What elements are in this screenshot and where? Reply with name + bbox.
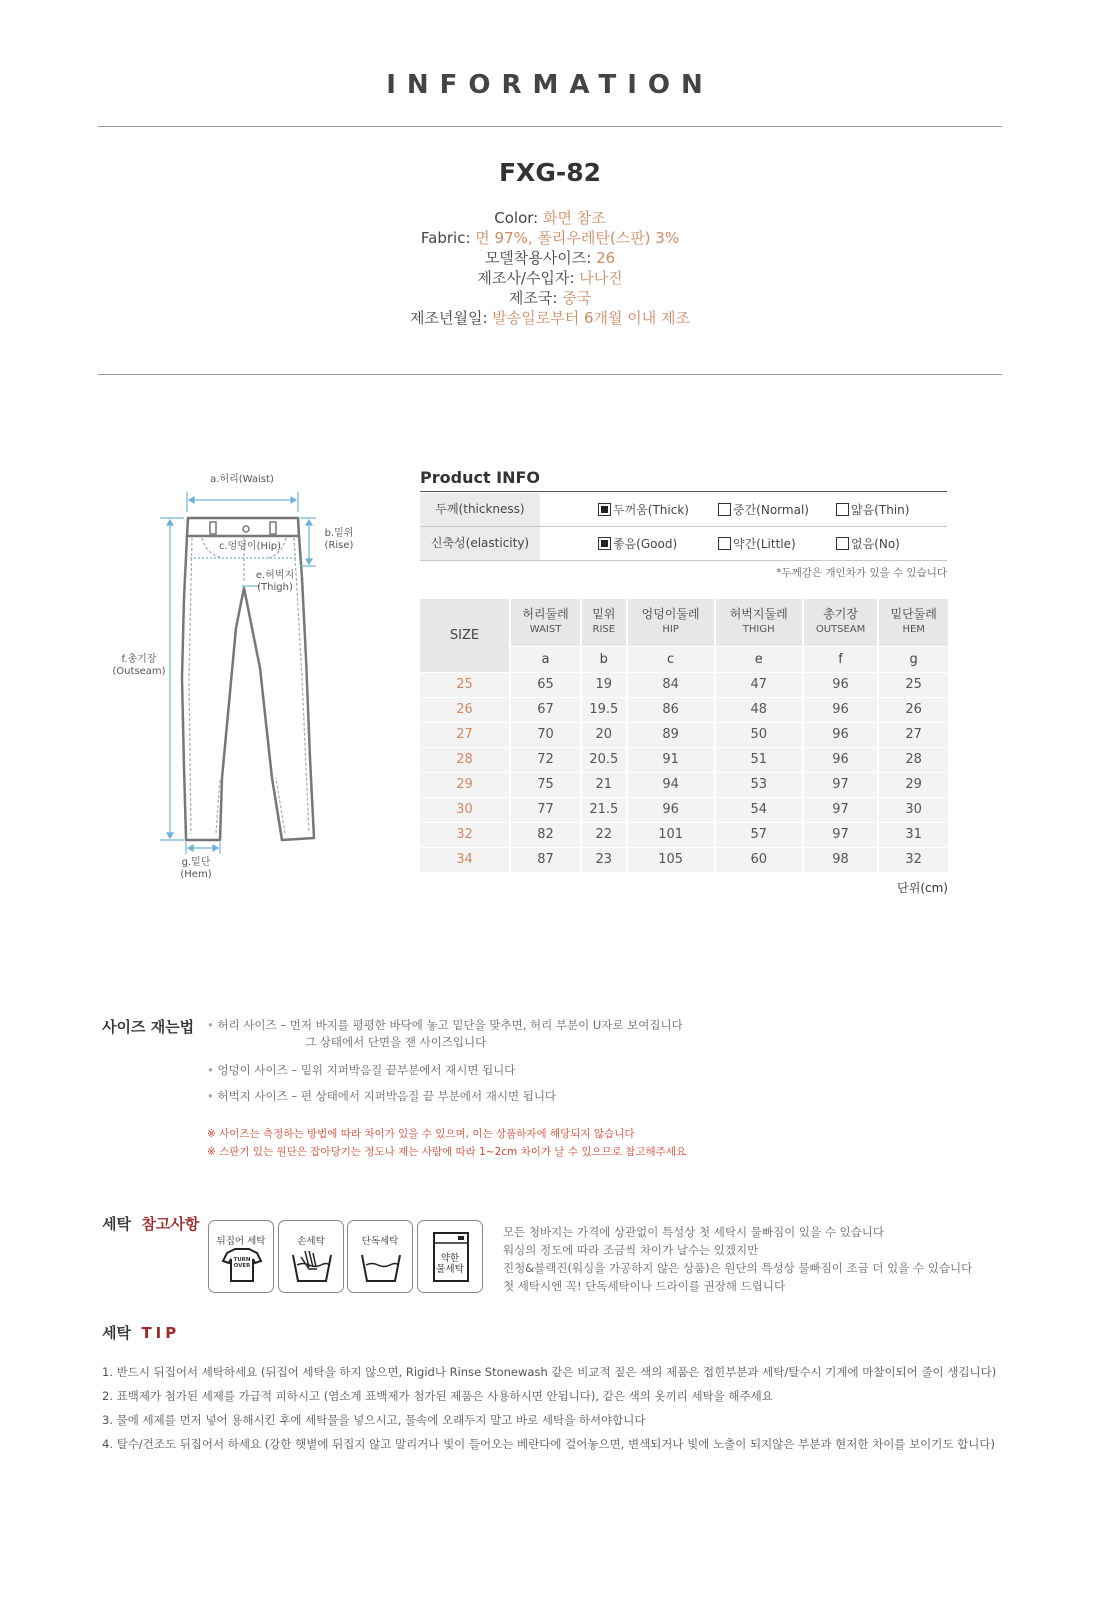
tips-title-1: 세탁 xyxy=(102,1324,131,1342)
spec-label: 모델착용사이즈 xyxy=(484,249,587,267)
label-rise xyxy=(316,528,362,552)
col-ko: 엉덩이둘레 xyxy=(641,607,700,622)
elasticity-row xyxy=(420,527,947,561)
col-en: OUTSEAM xyxy=(815,624,866,636)
tips-list xyxy=(102,1360,996,1456)
washing-title-2: 참고사항 xyxy=(141,1215,200,1233)
measurement-cell: 19 xyxy=(581,672,626,697)
thickness-option-thin xyxy=(836,502,909,518)
divider-middle xyxy=(98,374,1002,375)
measurement-cell: 105 xyxy=(627,847,715,872)
spec-value: 26 xyxy=(596,249,616,267)
washing-note: 워싱의 정도에 따라 조금씩 차이가 날수는 있겠지만 xyxy=(503,1243,759,1257)
col-en: HIP xyxy=(662,624,679,636)
spec-sep: : xyxy=(533,209,543,227)
spec-label: 제조국 xyxy=(508,289,553,307)
size-cell: 30 xyxy=(420,797,510,822)
col-header-thigh xyxy=(715,599,803,646)
spec-fabric xyxy=(0,228,1100,248)
option-label: 두꺼움(Thick) xyxy=(613,503,689,517)
spec-sep: : xyxy=(552,289,563,307)
col-key: g xyxy=(878,646,948,672)
col-key: c xyxy=(627,646,715,672)
thickness-label: 두께(thickness) xyxy=(420,493,540,526)
label-hem-en: (Hem) xyxy=(180,869,212,880)
turn-over-wash-icon xyxy=(208,1220,274,1293)
measurement-cell: 65 xyxy=(510,672,581,697)
warning-line: ※ 스판기 있는 원단은 잡아당기는 정도나 재는 사람에 따라 1~2cm 차이가 날 수 있으므로 참고해주세요 xyxy=(207,1146,687,1158)
measurement-cell: 20.5 xyxy=(581,747,626,772)
size-row xyxy=(420,747,948,772)
spec-color xyxy=(0,208,1100,228)
measurement-cell: 72 xyxy=(510,747,581,772)
product-specs xyxy=(0,208,1100,328)
basin-icon xyxy=(348,1221,414,1294)
checkbox-checked xyxy=(598,503,611,516)
spec-label: 제조사/수입자 xyxy=(477,269,570,287)
spec-sep: : xyxy=(465,229,476,247)
spec-value: 발송일로부터 6개월 이내 제조 xyxy=(492,309,690,327)
gentle-wash-line: 약한 xyxy=(440,1253,460,1264)
label-outseam xyxy=(110,654,168,678)
thickness-option-normal xyxy=(718,502,809,518)
spec-model-size xyxy=(0,248,1100,268)
col-key: f xyxy=(803,646,879,672)
col-header-hip xyxy=(627,599,715,646)
spec-manufacturer xyxy=(0,268,1100,288)
tip-item: 3. 물에 세제를 먼저 넣어 용해시킨 후에 세탁물을 넣으시고, 물속에 오래두지 말고 바로 세탁을 하셔야합니다 xyxy=(102,1413,646,1427)
size-cell: 26 xyxy=(420,697,510,722)
measurement-cell: 96 xyxy=(803,747,879,772)
washing-notes xyxy=(503,1223,972,1295)
label-hip: c.엉덩이(Hip) xyxy=(218,541,282,552)
option-label: 약간(Little) xyxy=(733,537,796,551)
bullet: • xyxy=(207,1089,214,1103)
elasticity-option-good xyxy=(598,536,677,552)
size-table xyxy=(420,599,948,873)
tips-title xyxy=(102,1322,180,1343)
measuring-item xyxy=(207,1088,556,1105)
label-outseam-en: (Outseam) xyxy=(112,666,166,677)
page-title: INFORMATION xyxy=(386,70,714,100)
label-thigh-en: (Thigh) xyxy=(257,582,293,593)
col-en: THIGH xyxy=(742,624,775,636)
bullet: • xyxy=(207,1018,214,1032)
measurement-cell: 96 xyxy=(803,697,879,722)
spec-manufacture-date xyxy=(0,308,1100,328)
tip-item: 1. 반드시 뒤집어서 세탁하세요 (뒤집어 세탁을 하지 않으면, Rigid나 Rinse Stonewash 같은 비교적 짙은 색의 제품은 접힌부분과 세탁/탈수시 기계에 마찰이되어 줄이 생깁니다) xyxy=(102,1365,997,1379)
measuring-line xyxy=(207,1017,683,1034)
thickness-row xyxy=(420,493,947,527)
size-cell: 32 xyxy=(420,822,510,847)
measuring-item xyxy=(207,1017,683,1051)
size-cell: 29 xyxy=(420,772,510,797)
label-hem-ko: g.밑단 xyxy=(181,857,211,868)
measurement-cell: 32 xyxy=(878,847,948,872)
col-ko: 밑위 xyxy=(592,607,616,622)
measurement-cell: 29 xyxy=(878,772,948,797)
measurement-cell: 96 xyxy=(627,797,715,822)
measurement-cell: 28 xyxy=(878,747,948,772)
measurement-cell: 25 xyxy=(878,672,948,697)
spec-value: 중국 xyxy=(562,289,592,307)
label-thigh xyxy=(250,570,300,594)
divider-top xyxy=(98,126,1002,127)
measurement-cell: 67 xyxy=(510,697,581,722)
product-code: FXG-82 xyxy=(498,158,602,187)
size-cell: 27 xyxy=(420,722,510,747)
turn-over-text: TURN OVER xyxy=(233,1257,251,1269)
washing-title xyxy=(102,1213,199,1234)
tips-title-2: TIP xyxy=(141,1324,181,1342)
measurement-cell: 60 xyxy=(715,847,803,872)
checkbox-unchecked xyxy=(836,537,849,550)
measurement-cell: 47 xyxy=(715,672,803,697)
wash-separately-icon xyxy=(347,1220,413,1293)
col-en: HEM xyxy=(902,624,925,636)
measurement-cell: 19.5 xyxy=(581,697,626,722)
col-key: b xyxy=(581,646,626,672)
spec-value: 나나진 xyxy=(579,269,623,287)
col-key: e xyxy=(715,646,803,672)
measurement-cell: 22 xyxy=(581,822,626,847)
measurement-cell: 50 xyxy=(715,722,803,747)
thickness-option-thick xyxy=(598,502,689,518)
hand-basin-icon xyxy=(279,1221,345,1294)
measuring-item xyxy=(207,1062,515,1079)
spec-value: 화면 참조 xyxy=(543,209,606,227)
measurement-cell: 86 xyxy=(627,697,715,722)
label-rise-en: (Rise) xyxy=(324,540,354,551)
checkbox-unchecked xyxy=(718,503,731,516)
measuring-text: 허벅지 사이즈 – 편 상태에서 지퍼박음질 끝 부분에서 재시면 됩니다 xyxy=(217,1089,557,1103)
spec-label: Color xyxy=(494,209,534,227)
tip-item: 4. 탈수/건조도 뒤집어서 하세요 (강한 햇볕에 뒤집지 않고 말리거나 빛이 들어오는 베란다에 걸어놓으면, 변색되거나 빛에 노출이 되지않은 부분과 현저한 차이를 보이기도 합니다) xyxy=(102,1437,995,1451)
measurement-cell: 97 xyxy=(803,772,879,797)
col-key: a xyxy=(510,646,581,672)
label-waist: a.허리(Waist) xyxy=(210,474,274,485)
measurement-cell: 27 xyxy=(878,722,948,747)
measurement-cell: 21 xyxy=(581,772,626,797)
size-cell: 25 xyxy=(420,672,510,697)
measurement-cell: 96 xyxy=(803,722,879,747)
tip-item: 2. 표백제가 첨가된 세제를 가급적 피하시고 (염소계 표백제가 첨가된 제품은 사용하시면 안됩니다), 같은 색의 옷끼리 세탁을 해주세요 xyxy=(102,1389,773,1403)
col-ko: 총기장 xyxy=(823,607,858,622)
checkbox-unchecked xyxy=(718,537,731,550)
measurement-cell: 84 xyxy=(627,672,715,697)
spec-sep: : xyxy=(569,269,580,287)
measuring-text: 엉덩이 사이즈 – 밑위 지퍼박음질 끝부분에서 재시면 됩니다 xyxy=(217,1063,516,1077)
size-row xyxy=(420,772,948,797)
spec-label: 제조년월일 xyxy=(409,309,483,327)
washing-note: 첫 세탁시엔 꼭! 단독세탁이나 드라이를 권장해 드립니다 xyxy=(503,1279,786,1293)
measurement-cell: 97 xyxy=(803,822,879,847)
measurement-cell: 91 xyxy=(627,747,715,772)
spec-sep: : xyxy=(482,309,493,327)
label-rise-ko: b.밑위 xyxy=(324,528,354,539)
col-ko: 밑단둘레 xyxy=(890,607,937,622)
measurement-cell: 26 xyxy=(878,697,948,722)
measurement-cell: 82 xyxy=(510,822,581,847)
size-table-header xyxy=(420,599,948,646)
spec-sep: : xyxy=(586,249,597,267)
wash-icon-label: 뒤집어 세탁 xyxy=(216,1236,266,1247)
measurement-cell: 51 xyxy=(715,747,803,772)
size-cell: 34 xyxy=(420,847,510,872)
product-info-rule xyxy=(420,491,947,492)
spec-label: Fabric xyxy=(420,229,466,247)
elasticity-label: 신축성(elasticity) xyxy=(420,527,540,560)
measurement-cell: 54 xyxy=(715,797,803,822)
size-header: SIZE xyxy=(420,599,510,672)
measurement-cell: 87 xyxy=(510,847,581,872)
measurement-cell: 77 xyxy=(510,797,581,822)
unit-label: 단위(cm) xyxy=(897,881,948,895)
washing-note: 진청&블랙진(워싱을 가공하지 않은 상품)은 원단의 특성상 물빠짐이 조금 더 있을 수 있습니다 xyxy=(503,1261,973,1275)
thickness-note: *두께감은 개인차가 있을 수 있습니다 xyxy=(776,567,947,579)
washing-title-1: 세탁 xyxy=(102,1215,131,1233)
size-row xyxy=(420,697,948,722)
hand-wash-icon xyxy=(278,1220,344,1293)
bullet: • xyxy=(207,1063,214,1077)
warning-line: ※ 사이즈는 측정하는 방법에 따라 차이가 있을 수 있으며, 이는 상품하자에 해당되지 않습니다 xyxy=(207,1128,635,1140)
measurement-cell: 70 xyxy=(510,722,581,747)
option-label: 없음(No) xyxy=(851,537,900,551)
spec-value: 면 97%, 폴리우레탄(스판) 3% xyxy=(475,229,680,247)
label-outseam-ko: f.총기장 xyxy=(121,654,157,665)
measurement-cell: 98 xyxy=(803,847,879,872)
gentle-wash-label xyxy=(418,1253,482,1275)
col-ko: 허리둘레 xyxy=(522,607,569,622)
measurement-cell: 20 xyxy=(581,722,626,747)
col-ko: 허벅지둘레 xyxy=(729,607,788,622)
checkbox-checked xyxy=(598,537,611,550)
measurement-cell: 53 xyxy=(715,772,803,797)
size-row xyxy=(420,672,948,697)
pants-diagram xyxy=(110,474,370,898)
col-en: RISE xyxy=(592,624,616,636)
measurement-cell: 96 xyxy=(803,672,879,697)
option-label: 중간(Normal) xyxy=(733,503,809,517)
measuring-line: 그 상태에서 단면을 잰 사이즈입니다 xyxy=(305,1035,487,1049)
measuring-title: 사이즈 재는법 xyxy=(102,1018,195,1036)
size-table-body xyxy=(420,672,948,872)
measuring-text: 허리 사이즈 – 먼저 바지를 평평한 바닥에 놓고 밑단을 맞추면, 허리 부분이 U자로 보여집니다 xyxy=(217,1018,683,1032)
size-row xyxy=(420,797,948,822)
col-header-rise xyxy=(581,599,626,646)
elasticity-option-little xyxy=(718,536,796,552)
gentle-wash-line: 물세탁 xyxy=(436,1264,464,1275)
option-label: 얇음(Thin) xyxy=(851,503,910,517)
measurement-cell: 94 xyxy=(627,772,715,797)
measurement-cell: 23 xyxy=(581,847,626,872)
elasticity-option-no xyxy=(836,536,900,552)
size-row xyxy=(420,847,948,872)
measurement-cell: 89 xyxy=(627,722,715,747)
size-row xyxy=(420,722,948,747)
col-en: WAIST xyxy=(529,624,562,636)
measurement-cell: 75 xyxy=(510,772,581,797)
col-header-outseam xyxy=(803,599,879,646)
measurement-cell: 57 xyxy=(715,822,803,847)
label-hem xyxy=(176,857,216,881)
measurement-cell: 101 xyxy=(627,822,715,847)
size-row xyxy=(420,822,948,847)
col-header-hem xyxy=(878,599,948,646)
gentle-wash-icon xyxy=(417,1220,483,1293)
label-thigh-ko: e.허벅지 xyxy=(255,570,295,581)
washing-note: 모든 청바지는 가격에 상관없이 특성상 첫 세탁시 물빠짐이 있을 수 있습니다 xyxy=(503,1225,884,1239)
measurement-cell: 48 xyxy=(715,697,803,722)
measurement-cell: 97 xyxy=(803,797,879,822)
measuring-warnings xyxy=(207,1125,686,1161)
checkbox-unchecked xyxy=(836,503,849,516)
product-info-title: Product INFO xyxy=(420,468,541,487)
spec-country xyxy=(0,288,1100,308)
wash-icon-label: 단독세탁 xyxy=(361,1236,399,1247)
measurement-cell: 21.5 xyxy=(581,797,626,822)
measurement-cell: 30 xyxy=(878,797,948,822)
measurement-cell: 31 xyxy=(878,822,948,847)
col-header-waist xyxy=(510,599,581,646)
option-label: 좋음(Good) xyxy=(613,537,678,551)
size-cell: 28 xyxy=(420,747,510,772)
wash-icon-label: 손세탁 xyxy=(297,1236,325,1247)
